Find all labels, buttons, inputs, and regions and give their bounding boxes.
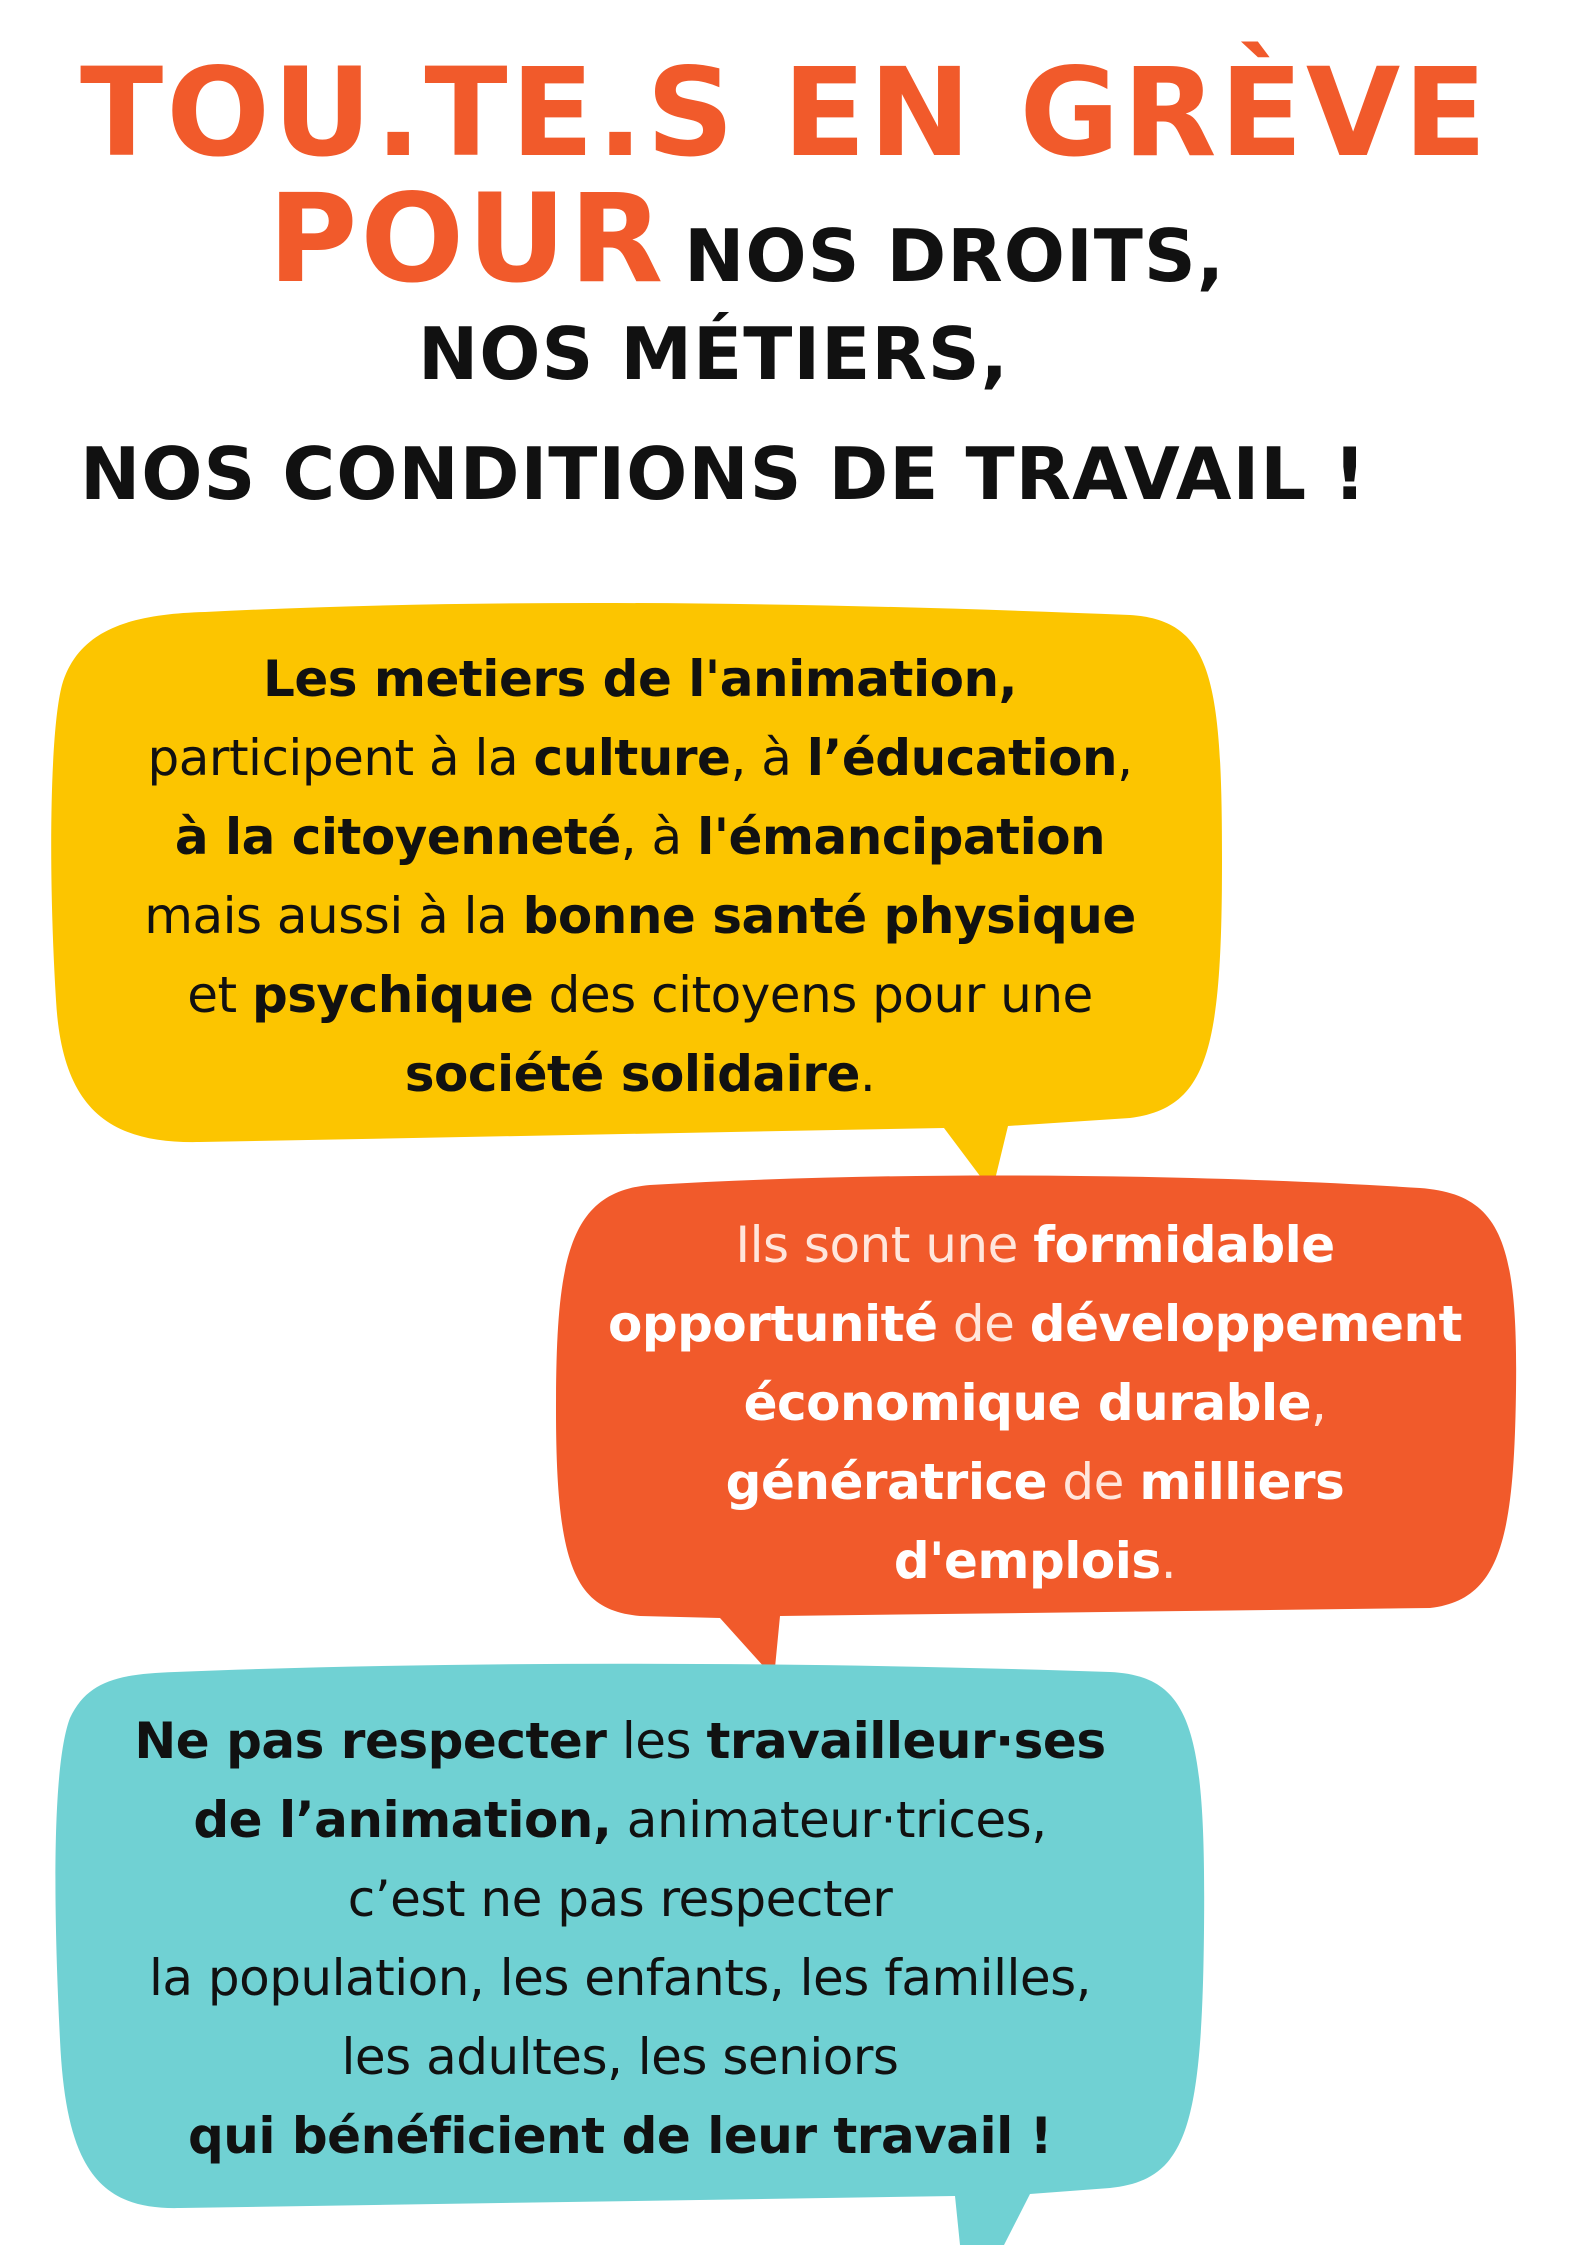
headline-line-1: TOU.TE.S EN GRÈVE <box>80 42 1490 184</box>
bubble-1-line-2: participent à la culture, à l’éducation, <box>147 729 1133 787</box>
bubble-1-line-1: Les metiers de l'animation, <box>262 650 1018 708</box>
bubble-2-line-5: d'emplois. <box>893 1532 1177 1590</box>
bubble-1-line-3: à la citoyenneté, à l'émancipation <box>174 808 1106 866</box>
bubble-3-line-6: qui bénéficient de leur travail ! <box>187 2107 1053 2165</box>
headline-nos-droits: NOS DROITS, <box>684 214 1226 298</box>
bubble-3-text <box>95 1702 1145 2176</box>
bubble-2-text <box>565 1206 1505 1601</box>
headline-line-4: NOS CONDITIONS DE TRAVAIL ! <box>80 432 1368 516</box>
bubble-3-line-4: la population, les enfants, les familles, <box>148 1949 1092 2007</box>
bubble-3-line-5: les adultes, les seniors <box>341 2028 899 2086</box>
bubble-3-line-2: de l’animation, animateur·trices, <box>193 1791 1047 1849</box>
bubble-1-text <box>100 640 1180 1114</box>
headline-pour: POUR <box>268 168 667 310</box>
bubble-1-line-5: et psychique des citoyens pour une <box>187 966 1093 1024</box>
bubble-2-line-3: économique durable, <box>743 1374 1327 1432</box>
bubble-2-line-1: Ils sont une formidable <box>735 1216 1335 1274</box>
bubble-2-line-2: opportunité de développement <box>608 1295 1462 1353</box>
bubble-2-line-4: génératrice de milliers <box>725 1453 1345 1511</box>
bubble-3-line-3: c’est ne pas respecter <box>347 1870 893 1928</box>
bubble-1-line-6: société solidaire. <box>404 1045 876 1103</box>
bubble-1-line-4: mais aussi à la bonne santé physique <box>144 887 1136 945</box>
bubble-3-line-1: Ne pas respecter les travailleur·ses <box>134 1712 1106 1770</box>
headline-line-3: NOS MÉTIERS, <box>418 312 1009 396</box>
